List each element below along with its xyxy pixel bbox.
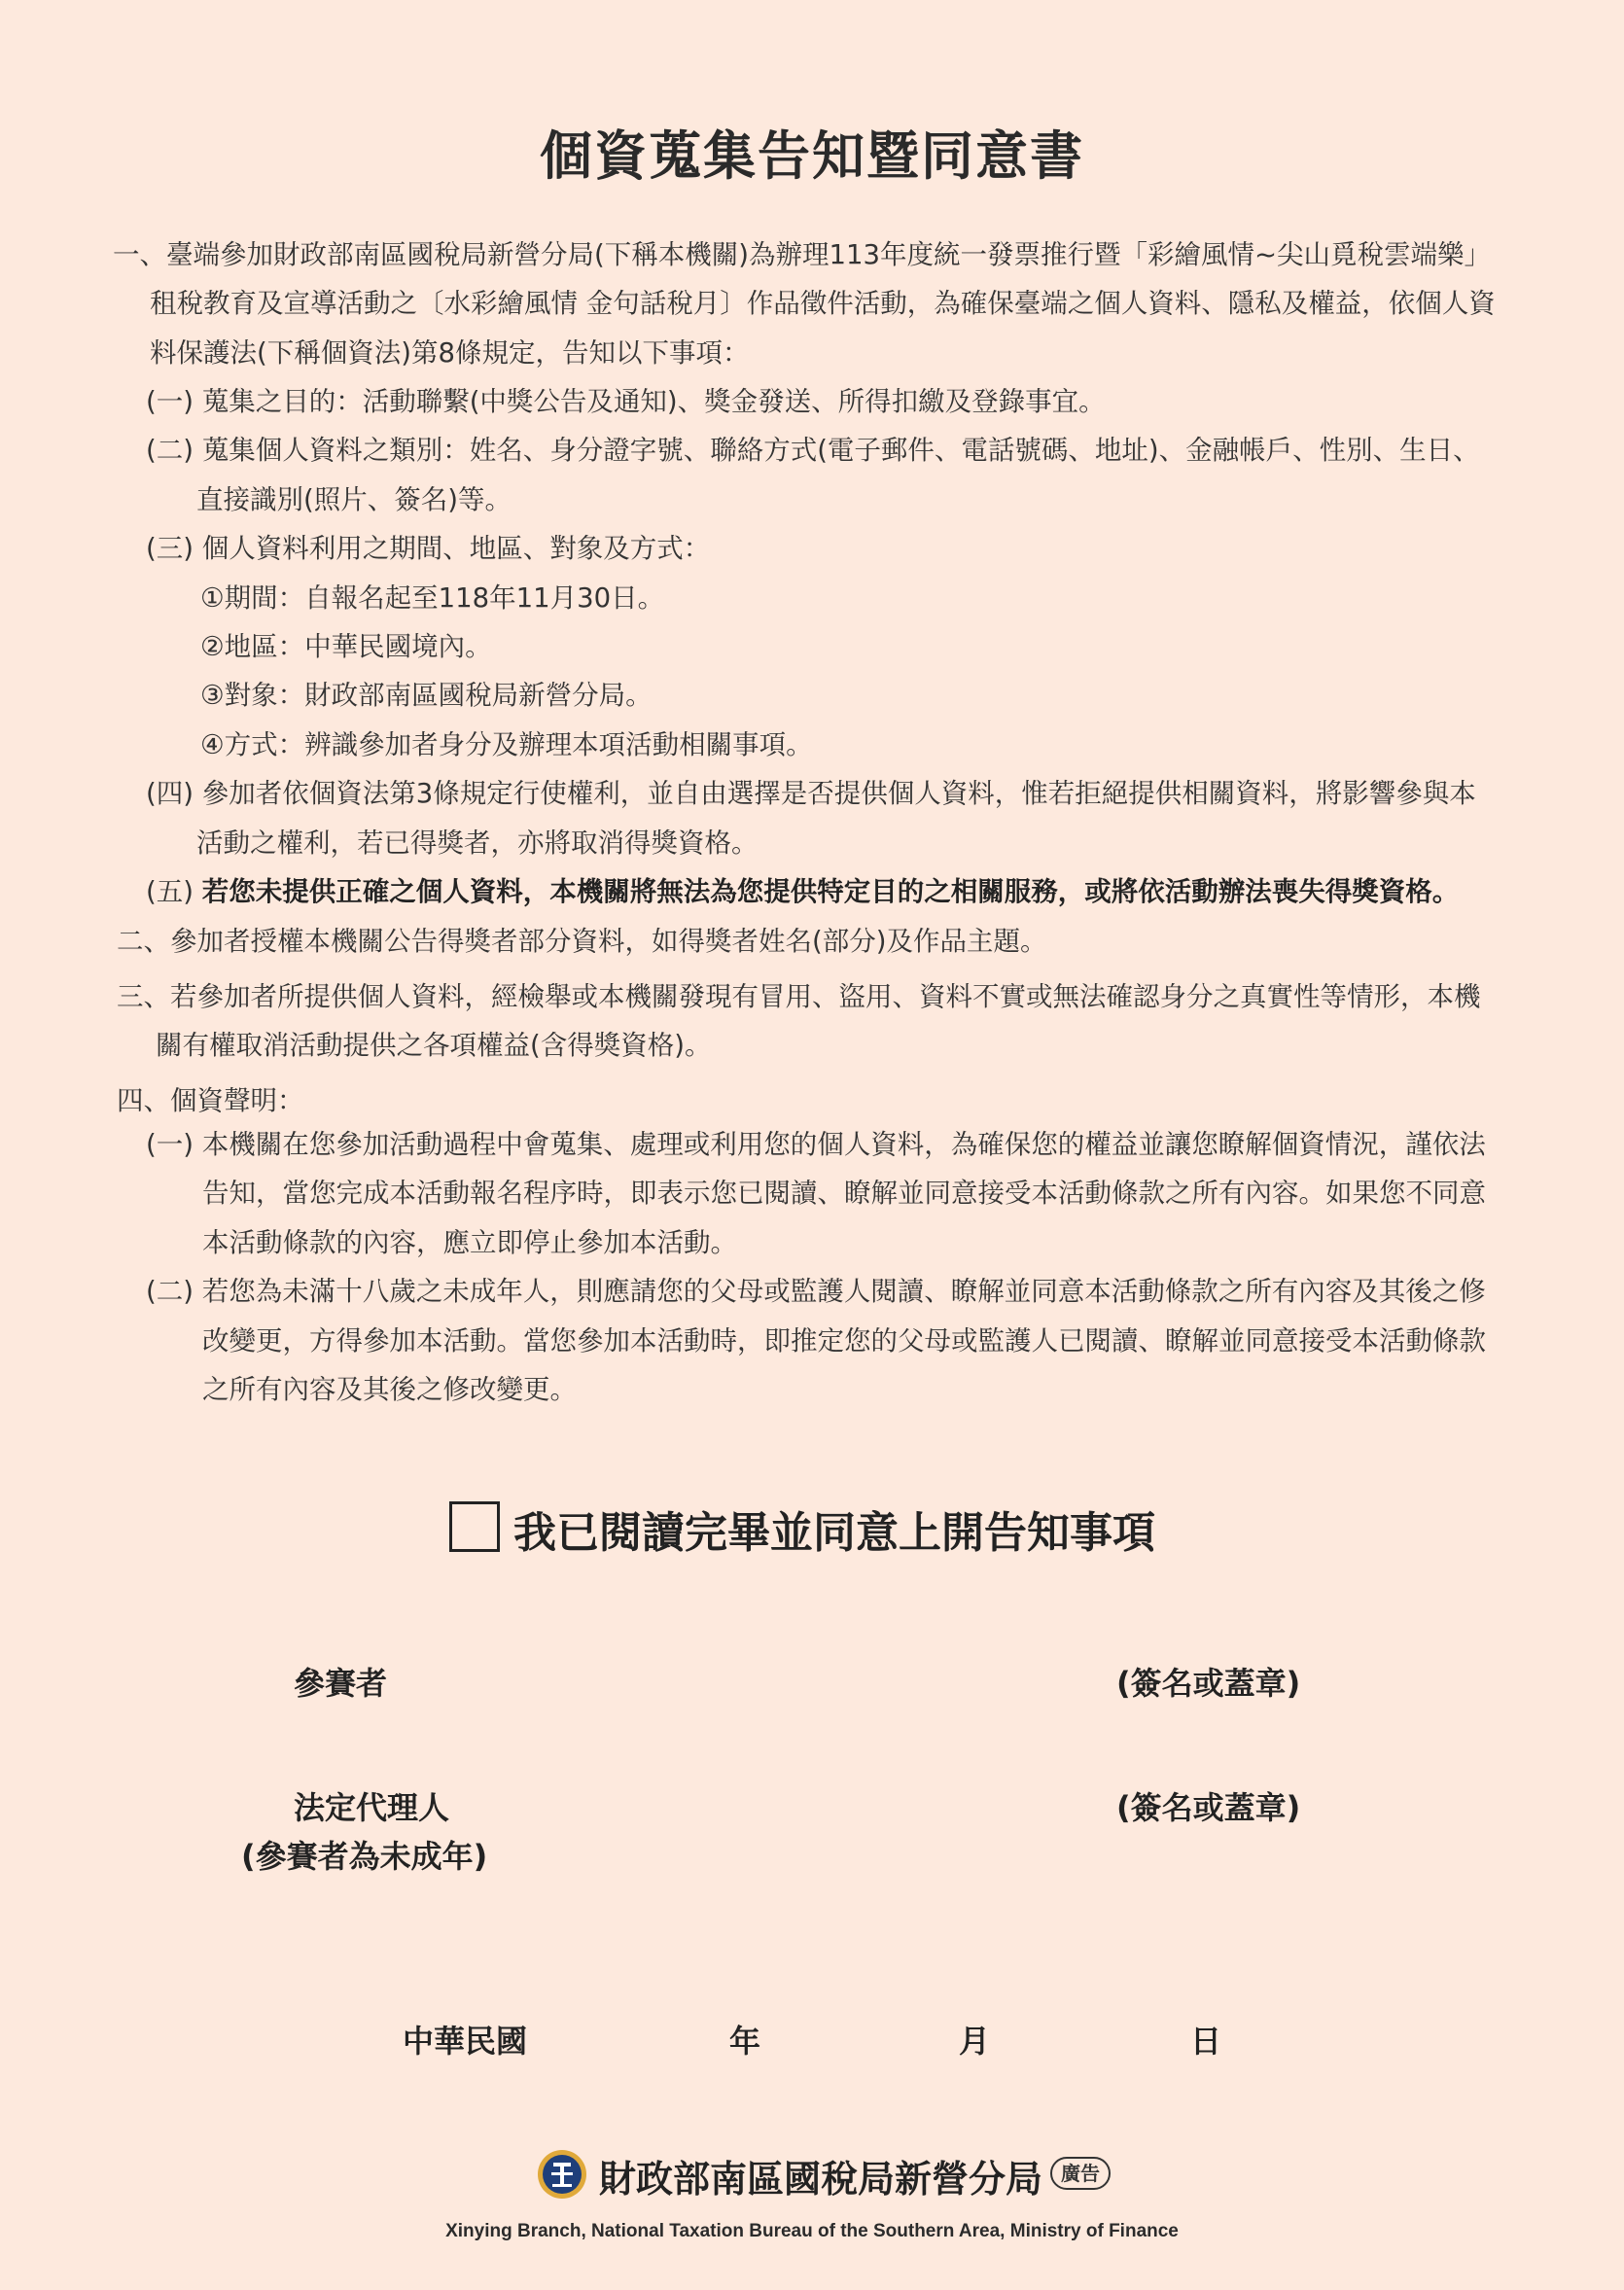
guardian-note: (參賽者為未成年): [241, 1838, 488, 1875]
date-day: 日: [1190, 2023, 1222, 2060]
section-1-item-e-prefix: (五): [146, 876, 202, 907]
section-4-item-a-line-1: (一) 本機關在您參加活動過程中會蒐集、處理或利用您的個人資料，為確保您的權益並讓您瞭解個資情況，謹依法: [146, 1129, 1486, 1160]
section-1-item-e: [146, 867, 1459, 917]
section-1-item-c: (三) 個人資料利用之期間、地區、對象及方式：: [146, 533, 711, 564]
section-1-item-b-line-1: (二) 蒐集個人資料之類別：姓名、身分證字號、聯絡方式(電子郵件、電話號碼、地址)、金融帳戶、性別、生日、: [146, 435, 1480, 466]
section-1-line-1: 一、臺端參加財政部南區國稅局新營分局(下稱本機關)為辦理113年度統一發票推行暨「彩繪風情~尖山覓稅雲端樂」: [113, 239, 1491, 270]
date-era: 中華民國: [403, 2023, 528, 2060]
section-2: 二、參加者授權本機關公告得獎者部分資料，如得獎者姓名(部分)及作品主題。: [117, 926, 1047, 957]
agree-label: 我已閱讀完畢並同意上開告知事項: [513, 1508, 1155, 1558]
section-4-item-a-line-2: 告知，當您完成本活動報名程序時，即表示您已閱讀、瞭解並同意接受本活動條款之所有內容。如果您不同意: [202, 1178, 1486, 1209]
section-3-line-2: 關有權取消活動提供之各項權益(含得獎資格)。: [156, 1030, 712, 1061]
section-1-item-b-line-2: 直接識別(照片、簽名)等。: [196, 484, 512, 515]
section-1-item-d-line-1: (四) 參加者依個資法第3條規定行使權利，並自由選擇是否提供個人資料，惟若拒絕提供相關資料，將影響參與本: [146, 778, 1476, 809]
section-4-item-a-line-3: 本活動條款的內容，應立即停止參加本活動。: [202, 1227, 737, 1258]
section-4-item-b-line-2: 改變更，方得參加本活動。當您參加本活動時，即推定您的父母或監護人已閱讀、瞭解並同意接受本活動條款: [202, 1325, 1486, 1356]
participant-sign-hint: (簽名或蓋章): [1116, 1665, 1301, 1702]
guardian-label: 法定代理人: [294, 1789, 450, 1826]
section-4-item-b-line-3: 之所有內容及其後之修改變更。: [202, 1374, 577, 1405]
taxation-bureau-logo-icon: [537, 2149, 587, 2200]
section-1-item-c-3: ③對象：財政部南區國稅局新營分局。: [200, 680, 653, 711]
agree-checkbox[interactable]: [449, 1501, 500, 1552]
ad-badge: 廣告: [1050, 2157, 1111, 2190]
guardian-sign-hint: (簽名或蓋章): [1116, 1789, 1301, 1826]
section-4-item-b-line-1: (二) 若您為未滿十八歲之未成年人，則應請您的父母或監護人閱讀、瞭解並同意本活動條款之所有內容及其後之修: [146, 1276, 1486, 1307]
organization-name: 財政部南區國稅局新營分局: [599, 2158, 1043, 2201]
section-3-line-1: 三、若參加者所提供個人資料，經檢舉或本機關發現有冒用、盜用、資料不實或無法確認身分之真實性等情形，本機: [117, 981, 1481, 1012]
page-title: 個資蒐集告知暨同意書: [540, 125, 1084, 187]
section-1-item-a: (一) 蒐集之目的：活動聯繫(中獎公告及通知)、獎金發送、所得扣繳及登錄事宜。: [146, 386, 1106, 417]
section-1-item-e-bold: 若您未提供正確之個人資料，本機關將無法為您提供特定目的之相關服務，或將依活動辦法喪失得獎資格。: [201, 876, 1460, 907]
date-month: 月: [959, 2023, 991, 2060]
section-4: 四、個資聲明：: [117, 1085, 304, 1116]
organization-name-english: Xinying Branch, National Taxation Bureau of the Southern Area, Ministry of Finance: [445, 2221, 1179, 2241]
section-1-item-d-line-2: 活動之權利，若已得獎者，亦將取消得獎資格。: [196, 828, 759, 859]
participant-label: 參賽者: [294, 1665, 388, 1702]
section-1-line-2: 租稅教育及宣導活動之〔水彩繪風情 金句話稅月〕作品徵件活動，為確保臺端之個人資料、隱私及權益，依個人資: [150, 288, 1496, 319]
date-year: 年: [729, 2023, 761, 2060]
section-1-item-c-1: ①期間：自報名起至118年11月30日。: [200, 582, 665, 614]
section-1-item-c-4: ④方式：辨識參加者身分及辦理本項活動相關事項。: [200, 729, 813, 760]
section-1-item-c-2: ②地區：中華民國境內。: [200, 631, 492, 662]
section-1-line-3: 料保護法(下稱個資法)第8條規定，告知以下事項：: [150, 337, 750, 369]
